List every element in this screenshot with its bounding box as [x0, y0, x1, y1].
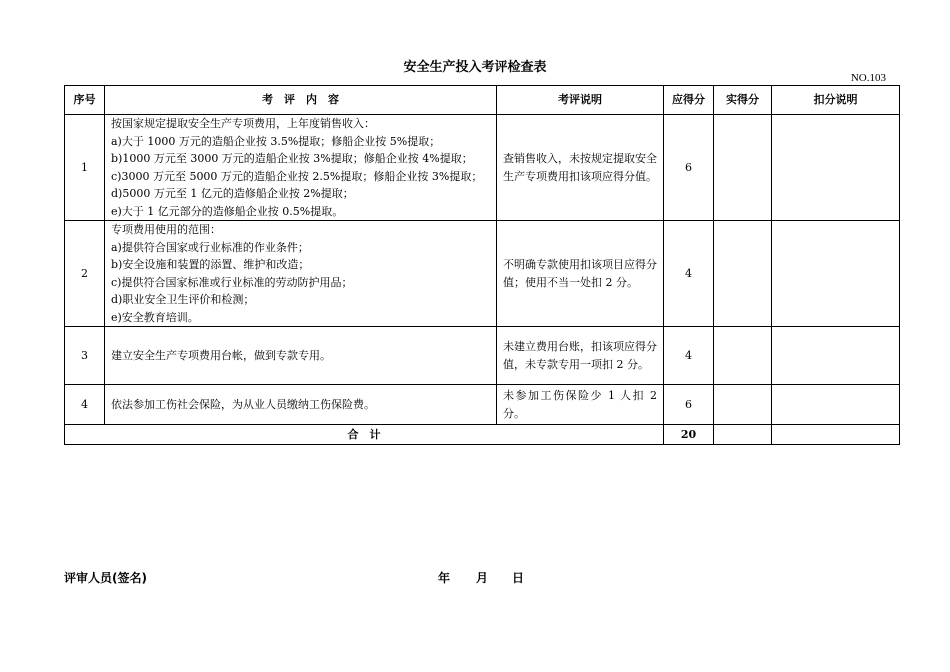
- row-seq: 2: [65, 221, 105, 327]
- document-title: 安全生产投入考评检查表: [403, 60, 547, 75]
- row-deduction-cell[interactable]: [772, 221, 900, 327]
- content-line: 建立安全生产专项费用台帐，做到专款专用。: [111, 348, 331, 362]
- table-row: [65, 327, 900, 385]
- total-row: [65, 425, 900, 445]
- row-max-score: 4: [664, 327, 714, 385]
- table-header-row: [65, 86, 900, 115]
- row-actual-score-cell[interactable]: [714, 115, 772, 221]
- month-label: 月: [476, 571, 489, 585]
- day-label: 日: [512, 571, 525, 585]
- row-deduction-cell[interactable]: [772, 385, 900, 425]
- reviewer-signature-label: 评审人员(签名): [64, 571, 147, 585]
- header-content: 考 评 内 容: [105, 86, 497, 115]
- content-line: a)提供符合国家或行业标准的作业条件；: [111, 240, 309, 254]
- content-line: d)职业安全卫生评价和检测；: [111, 293, 255, 306]
- content-line: c)提供符合国家标准或行业标准的劳动防护用品；: [111, 275, 353, 289]
- row-criteria: 未参加工伤保险少 1 人扣 2 分。: [497, 385, 664, 425]
- total-max-score: 20: [664, 425, 714, 445]
- content-line: a)大于 1000 万元的造船企业按 3.5%提取；修船企业按 5%提取；: [111, 134, 441, 148]
- content-line: e)安全教育培训。: [111, 310, 199, 324]
- evaluation-table: [64, 85, 900, 445]
- content-line: 依法参加工伤社会保险，为从业人员缴纳工伤保险费。: [111, 397, 375, 411]
- row-content: [105, 327, 497, 385]
- table-row: [65, 115, 900, 221]
- header-actual-score: 实得分: [714, 86, 772, 115]
- content-line: 专项费用使用的范围：: [111, 223, 221, 236]
- row-seq: 3: [65, 327, 105, 385]
- row-content: [105, 221, 497, 327]
- row-actual-score-cell[interactable]: [714, 385, 772, 425]
- header-criteria: 考评说明: [497, 86, 664, 115]
- row-content: [105, 115, 497, 221]
- content-line: d)5000 万元至 1 亿元的造修船企业按 2%提取；: [111, 187, 354, 200]
- table-row: [65, 385, 900, 425]
- row-max-score: 6: [664, 115, 714, 221]
- header-deduction: 扣分说明: [772, 86, 900, 115]
- row-seq: 1: [65, 115, 105, 221]
- row-content: [105, 385, 497, 425]
- date-labels: [438, 569, 524, 586]
- header-seq: 序号: [65, 86, 105, 115]
- row-seq: 4: [65, 385, 105, 425]
- table-row: [65, 221, 900, 327]
- row-actual-score-cell[interactable]: [714, 221, 772, 327]
- total-deduction-cell[interactable]: [772, 425, 900, 445]
- row-max-score: 6: [664, 385, 714, 425]
- row-max-score: 4: [664, 221, 714, 327]
- total-actual-score-cell[interactable]: [714, 425, 772, 445]
- row-criteria: 不明确专款使用扣该项目应得分值；使用不当一处扣 2 分。: [497, 221, 664, 327]
- content-line: b)安全设施和装置的添置、维护和改造；: [111, 258, 310, 271]
- row-deduction-cell[interactable]: [772, 115, 900, 221]
- header-max-score: 应得分: [664, 86, 714, 115]
- document-number: NO.103: [850, 72, 886, 84]
- content-line: c)3000 万元至 5000 万元的造船企业按 2.5%提取；修船企业按 3%提取；: [111, 169, 483, 183]
- total-label: 合 计: [65, 425, 664, 445]
- row-deduction-cell[interactable]: [772, 327, 900, 385]
- row-actual-score-cell[interactable]: [714, 327, 772, 385]
- row-criteria: 未建立费用台账，扣该项应得分值，未专款专用一项扣 2 分。: [497, 327, 664, 385]
- content-line: b)1000 万元至 3000 万元的造船企业按 3%提取；修船企业按 4%提取；: [111, 152, 473, 165]
- row-criteria: 查销售收入，未按规定提取安全生产专项费用扣该项应得分值。: [497, 115, 664, 221]
- content-line: e)大于 1 亿元部分的造修船企业按 0.5%提取。: [111, 204, 344, 218]
- year-label: 年: [438, 571, 451, 585]
- content-line: 按国家规定提取安全生产专项费用，上年度销售收入：: [111, 117, 375, 130]
